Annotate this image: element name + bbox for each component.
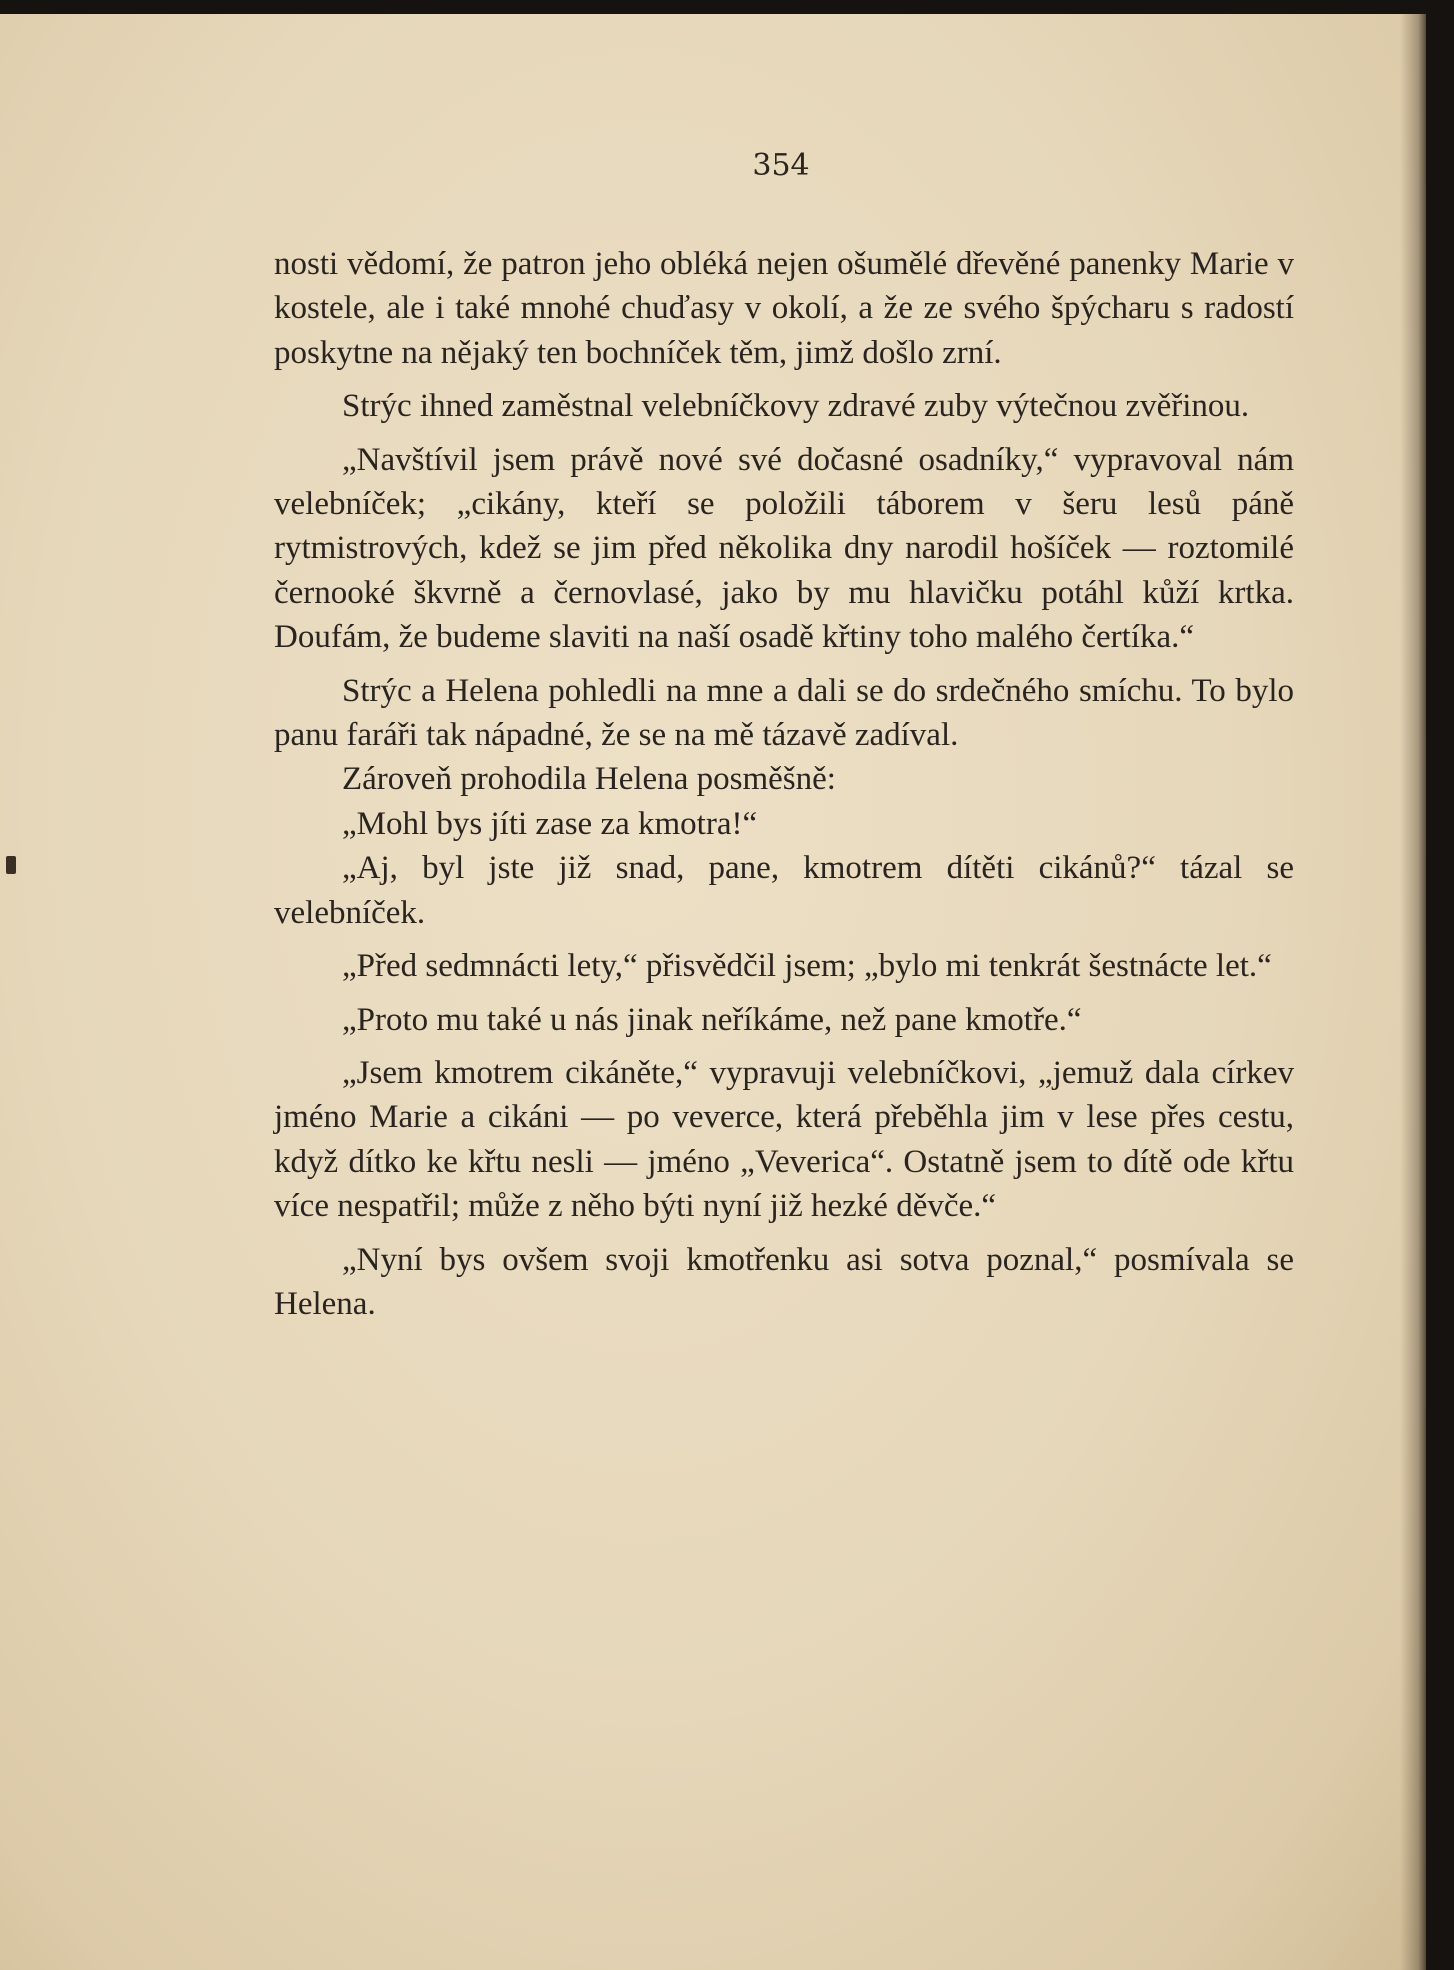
book-page: [0, 14, 1426, 1970]
paragraph-8: „Před sedmnácti lety,“ přisvědčil jsem; „bylo mi tenkrát šestnácte let.“: [342, 948, 1272, 985]
paragraph-2: Strýc ihned zaměstnal velebníčkovy zdravé zuby výtečnou zvěřinou.: [342, 388, 1250, 425]
paragraph-3: „Navštívil jsem právě nové své dočasné osadníky,“ vypravoval nám velebníček; „cikány, kteří se položili táborem v šeru lesů páně rytmistrových, kdež se jim před několika dny narodil hošíček — roztomilé černooké škvrně a černovlasé, jako by mu hlavičku potáhl kůží krtka. Doufám, že budeme slaviti na naší osadě křtiny toho malého čertíka.“: [274, 441, 1294, 656]
paragraph-1: nosti vědomí, že patron jeho obléká nejen ošumělé dřevěné panenky Marie v kostele, ale i také mnohé chuďasy v okolí, a že ze svého špýcharu s radostí poskytne na nějaký ten bochníček těm, jimž došlo zrní.: [274, 246, 1294, 371]
paragraph-9: „Proto mu také u nás jinak neříkáme, než pane kmotře.“: [342, 1001, 1082, 1038]
paragraph-5: Zároveň prohodila Helena posměšně:: [342, 761, 836, 798]
paragraph-6: „Mohl bys jíti zase za kmotra!“: [342, 805, 758, 842]
page-text: [274, 242, 1294, 1326]
paragraph-11: „Nyní bys ovšem svoji kmotřenku asi sotva poznal,“ posmívala se Helena.: [274, 1241, 1294, 1322]
page-edge-shadow: [1400, 14, 1426, 1970]
margin-mark: [6, 856, 16, 874]
paragraph-4: Strýc a Helena pohledli na mne a dali se do srdečného smíchu. To bylo panu faráři tak nápadné, že se na mě tázavě zadíval.: [274, 672, 1294, 754]
paragraph-7: „Aj, byl jste již snad, pane, kmotrem dítěti cikánů?“ tázal se velebníček.: [274, 850, 1294, 931]
page-number: 354: [752, 148, 810, 183]
paragraph-10: „Jsem kmotrem cikáněte,“ vypravuji velebníčkovi, „jemuž dala církev jméno Marie a cikáni — po veverce, která přeběhla jim v lese přes cestu, když dítko ke křtu nesli — jméno „Veverica“. Ostatně jsem to dítě ode křtu více nespatřil; může z něho býti nyní již hezké děvče.“: [274, 1054, 1294, 1225]
